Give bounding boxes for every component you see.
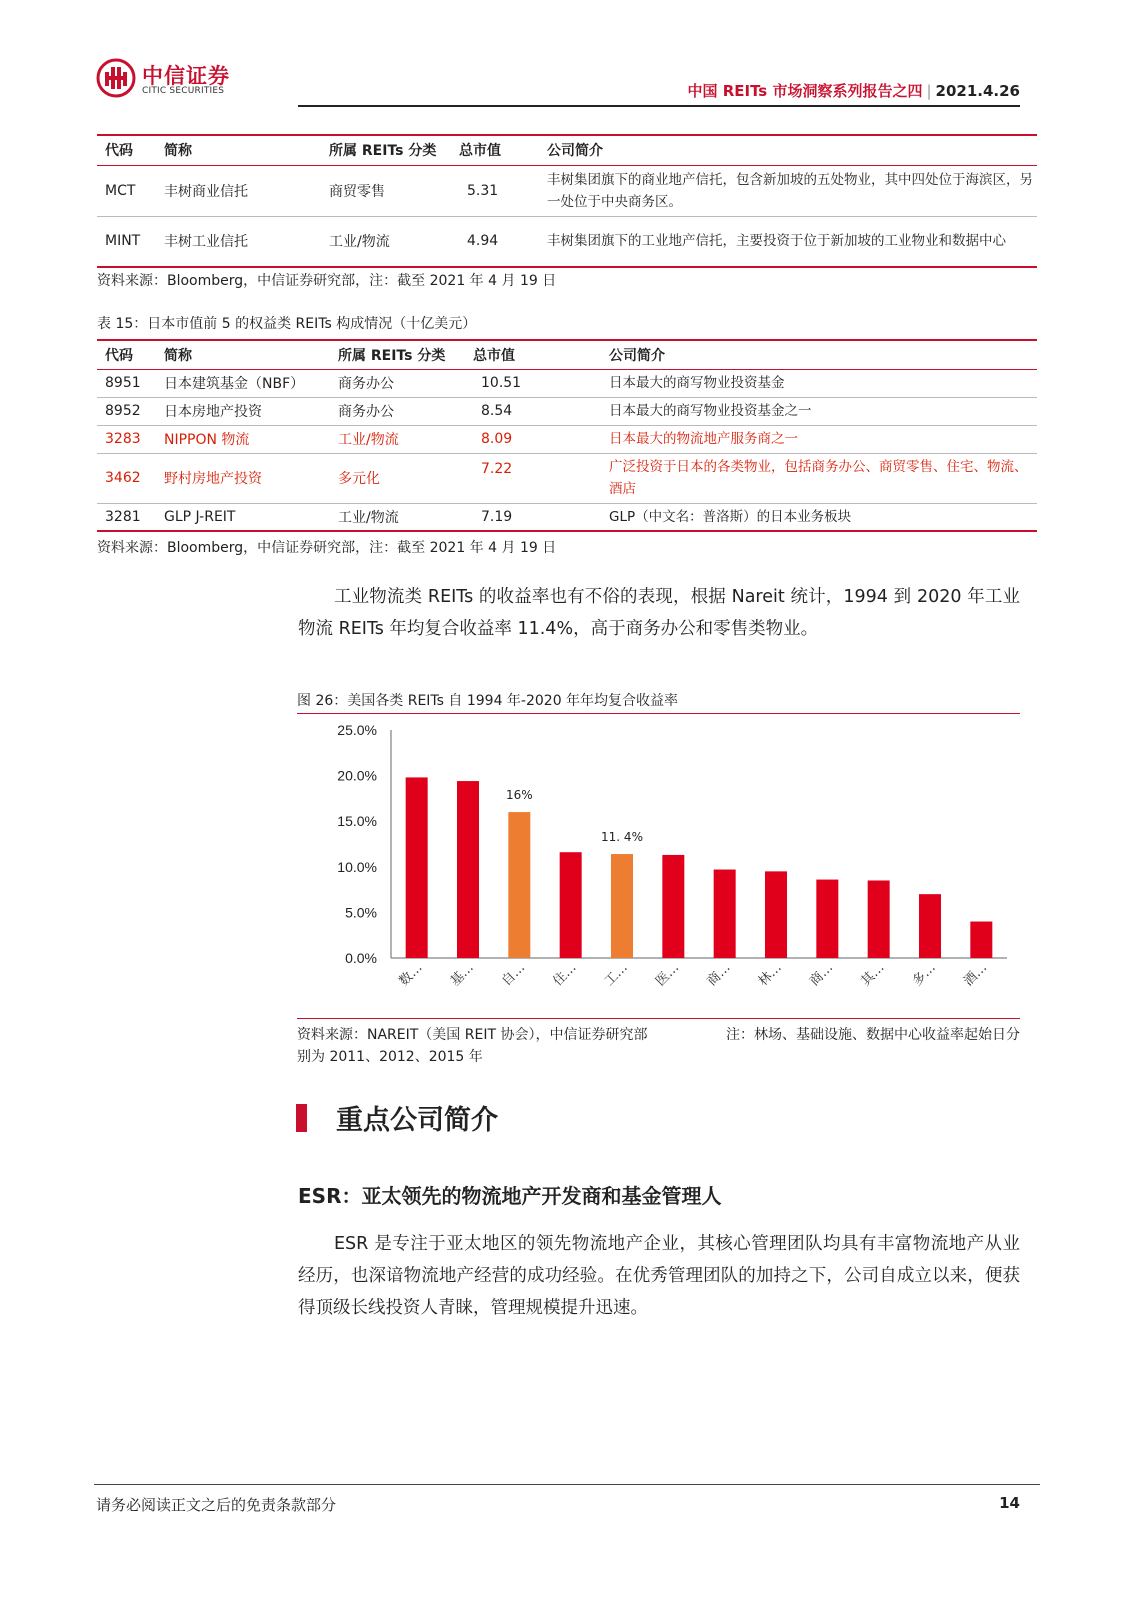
y-tick-label: 5.0% bbox=[345, 904, 377, 921]
citic-logo bbox=[96, 58, 246, 102]
logo-name-en: CITIC SECURITIES bbox=[142, 86, 225, 96]
col-header-cap: 总市值 bbox=[459, 143, 501, 160]
figure-note-line2: 别为 2011、2012、2015 年 bbox=[297, 1049, 483, 1065]
x-tick-label: 工… bbox=[601, 960, 631, 990]
bar-3 bbox=[508, 812, 530, 958]
cell-category: 商务办公 bbox=[338, 376, 394, 392]
cell-desc: 丰树集团旗下的工业地产信托，主要投资于位于新加坡的工业物业和数据中心 bbox=[547, 233, 1006, 250]
bar-6 bbox=[662, 855, 684, 958]
footer-rule bbox=[94, 1484, 1040, 1485]
table2-caption: 表 15：日本市值前 5 的权益类 REITs 构成情况（十亿美元） bbox=[97, 316, 477, 332]
subsection-title: ESR：亚太领先的物流地产开发商和基金管理人 bbox=[298, 1184, 722, 1208]
cell-desc: 日本最大的商写物业投资基金之一 bbox=[609, 403, 812, 419]
col-header-name: 简称 bbox=[164, 143, 192, 160]
cell-cap: 8.54 bbox=[481, 403, 513, 419]
cell-category: 工业/物流 bbox=[338, 509, 399, 526]
logo-name-cn: 中信证券 bbox=[142, 64, 230, 88]
page-number: 14 bbox=[999, 1494, 1020, 1512]
cell-desc: 日本最大的商写物业投资基金 bbox=[609, 375, 785, 391]
cell-cap: 7.19 bbox=[481, 508, 513, 525]
report-title: 中国 REITs 市场洞察系列报告之四 bbox=[687, 82, 923, 100]
cell-name: GLP J-REIT bbox=[164, 508, 236, 525]
x-tick-label: 自… bbox=[499, 960, 529, 990]
cell-name: NIPPON 物流 bbox=[164, 432, 250, 448]
x-tick-label: 商… bbox=[704, 960, 734, 990]
cell-cap: 7.22 bbox=[481, 460, 513, 477]
col-header-code: 代码 bbox=[105, 143, 133, 160]
figure-source-text: 资料来源：NAREIT（美国 REIT 协会），中信证券研究部 bbox=[297, 1027, 648, 1043]
x-tick-label: 酒… bbox=[961, 960, 991, 990]
section-title: 重点公司简介 bbox=[336, 1105, 498, 1136]
figure-caption: 图 26：美国各类 REITs 自 1994 年-2020 年年均复合收益率 bbox=[297, 690, 1020, 714]
table-header-row bbox=[97, 340, 1037, 369]
x-tick-label: 其… bbox=[858, 960, 888, 990]
body-paragraph-esr: ESR 是专注于亚太地区的领先物流地产企业，其核心管理团队均具有丰富物流地产从业经历，也深谙物流地产经营的成功经验。在优秀管理团队的加持之下，公司自成立以来，便获得顶级长线投资人青睐，管理规模提升迅速。 bbox=[298, 1234, 1020, 1318]
cell-code: MCT bbox=[105, 182, 136, 199]
bar-data-label: 16% bbox=[505, 788, 533, 803]
cell-category: 工业/物流 bbox=[338, 432, 399, 448]
bar-data-label: 11. 4% bbox=[601, 830, 643, 845]
cell-desc: 广泛投资于日本的各类物业，包括商务办公、商贸零售、住宅、物流、 酒店 bbox=[609, 459, 1028, 497]
header-separator: | bbox=[926, 82, 932, 100]
bar-11 bbox=[919, 894, 941, 958]
table-row bbox=[97, 216, 1037, 267]
bar-9 bbox=[816, 880, 838, 958]
table-row-highlighted bbox=[97, 425, 1037, 453]
body-paragraph-industrial-returns: 工业物流类 REITs 的收益率也有不俗的表现，根据 Nareit 统计，1994 到 2020 年工业物流 REITs 年均复合收益率 11.4%，高于商务办公和零售类物业。 bbox=[298, 587, 1020, 639]
cell-name: 丰树工业信托 bbox=[164, 234, 248, 251]
bar-2 bbox=[457, 781, 479, 958]
japan-reits-table bbox=[97, 339, 1037, 532]
x-tick-label: 多… bbox=[909, 960, 939, 990]
cell-desc: GLP（中文名：普洛斯）的日本业务板块 bbox=[609, 508, 852, 525]
col-header-cap: 总市值 bbox=[473, 347, 515, 364]
reits-return-bar-chart bbox=[297, 718, 1020, 1018]
x-tick-label: 医… bbox=[653, 960, 683, 990]
table-row bbox=[97, 503, 1037, 531]
cell-cap: 10.51 bbox=[481, 375, 522, 391]
y-tick-label: 15.0% bbox=[337, 813, 377, 830]
x-tick-label: 商… bbox=[807, 960, 837, 990]
col-header-category: 所属 REITs 分类 bbox=[338, 347, 446, 364]
table1-source-note: 资料来源：Bloomberg，中信证券研究部，注：截至 2021 年 4 月 19 日 bbox=[97, 273, 557, 289]
bar-12 bbox=[970, 922, 992, 958]
footer-disclaimer: 请务必阅读正文之后的免责条款部分 bbox=[96, 1496, 337, 1514]
cell-name: 野村房地产投资 bbox=[164, 471, 262, 487]
table-header-row bbox=[97, 135, 1037, 165]
header-rule bbox=[298, 105, 1020, 107]
table-row bbox=[97, 397, 1037, 425]
bar-8 bbox=[765, 871, 787, 958]
cell-code: 8951 bbox=[105, 375, 141, 391]
col-header-desc: 公司简介 bbox=[547, 143, 603, 160]
table-row-highlighted bbox=[97, 453, 1037, 503]
bar-5 bbox=[611, 854, 633, 958]
bar-4 bbox=[560, 852, 582, 958]
x-tick-label: 数… bbox=[396, 960, 426, 990]
cell-desc: 丰树集团旗下的商业地产信托，包含新加坡的五处物业，其中四处位于海滨区，另一处位于中央商务区。 bbox=[547, 171, 1033, 210]
y-tick-label: 0.0% bbox=[345, 950, 377, 966]
cell-category: 多元化 bbox=[338, 471, 380, 487]
section-marker bbox=[296, 1104, 307, 1132]
citic-logo-icon bbox=[96, 58, 136, 98]
col-header-category: 所属 REITs 分类 bbox=[329, 143, 437, 160]
cell-name: 日本房地产投资 bbox=[164, 404, 262, 420]
cell-code: 3281 bbox=[105, 508, 141, 525]
figure-source-rule bbox=[297, 1018, 1020, 1019]
cell-code: 3283 bbox=[105, 431, 141, 447]
bar-7 bbox=[714, 870, 736, 958]
cell-code: 3462 bbox=[105, 470, 141, 486]
report-date: 2021.4.26 bbox=[935, 82, 1020, 100]
cell-category: 商贸零售 bbox=[329, 183, 385, 200]
cell-code: 8952 bbox=[105, 403, 141, 419]
bar-1 bbox=[406, 777, 428, 958]
cell-category: 商务办公 bbox=[338, 404, 394, 420]
y-tick-label: 25.0% bbox=[337, 722, 377, 738]
cell-cap: 5.31 bbox=[467, 182, 499, 199]
cell-name: 日本建筑基金（NBF） bbox=[164, 376, 305, 392]
col-header-code: 代码 bbox=[105, 347, 133, 364]
figure-source bbox=[297, 1024, 1020, 1068]
table2-source-note: 资料来源：Bloomberg，中信证券研究部，注：截至 2021 年 4 月 19 日 bbox=[97, 540, 557, 556]
table-row bbox=[97, 369, 1037, 397]
cell-name: 丰树商业信托 bbox=[164, 183, 248, 200]
table-row bbox=[97, 165, 1037, 216]
x-tick-label: 林… bbox=[755, 960, 785, 990]
x-tick-label: 住… bbox=[550, 960, 580, 990]
cell-cap: 8.09 bbox=[481, 431, 513, 447]
cell-cap: 4.94 bbox=[467, 233, 499, 250]
x-tick-label: 基… bbox=[447, 960, 477, 990]
col-header-desc: 公司简介 bbox=[609, 347, 665, 364]
singapore-reits-table bbox=[97, 134, 1037, 268]
cell-category: 工业/物流 bbox=[329, 234, 390, 251]
figure-source-line bbox=[297, 1024, 1020, 1046]
y-tick-label: 10.0% bbox=[337, 858, 377, 875]
col-header-name: 简称 bbox=[164, 347, 192, 364]
bar-10 bbox=[868, 880, 890, 958]
y-tick-label: 20.0% bbox=[337, 767, 377, 784]
cell-code: MINT bbox=[105, 233, 141, 250]
cell-desc: 日本最大的物流地产服务商之一 bbox=[609, 431, 798, 447]
report-header bbox=[687, 80, 1020, 101]
figure-note-line1: 注：林场、基础设施、数据中心收益率起始日分 bbox=[726, 1027, 1020, 1043]
